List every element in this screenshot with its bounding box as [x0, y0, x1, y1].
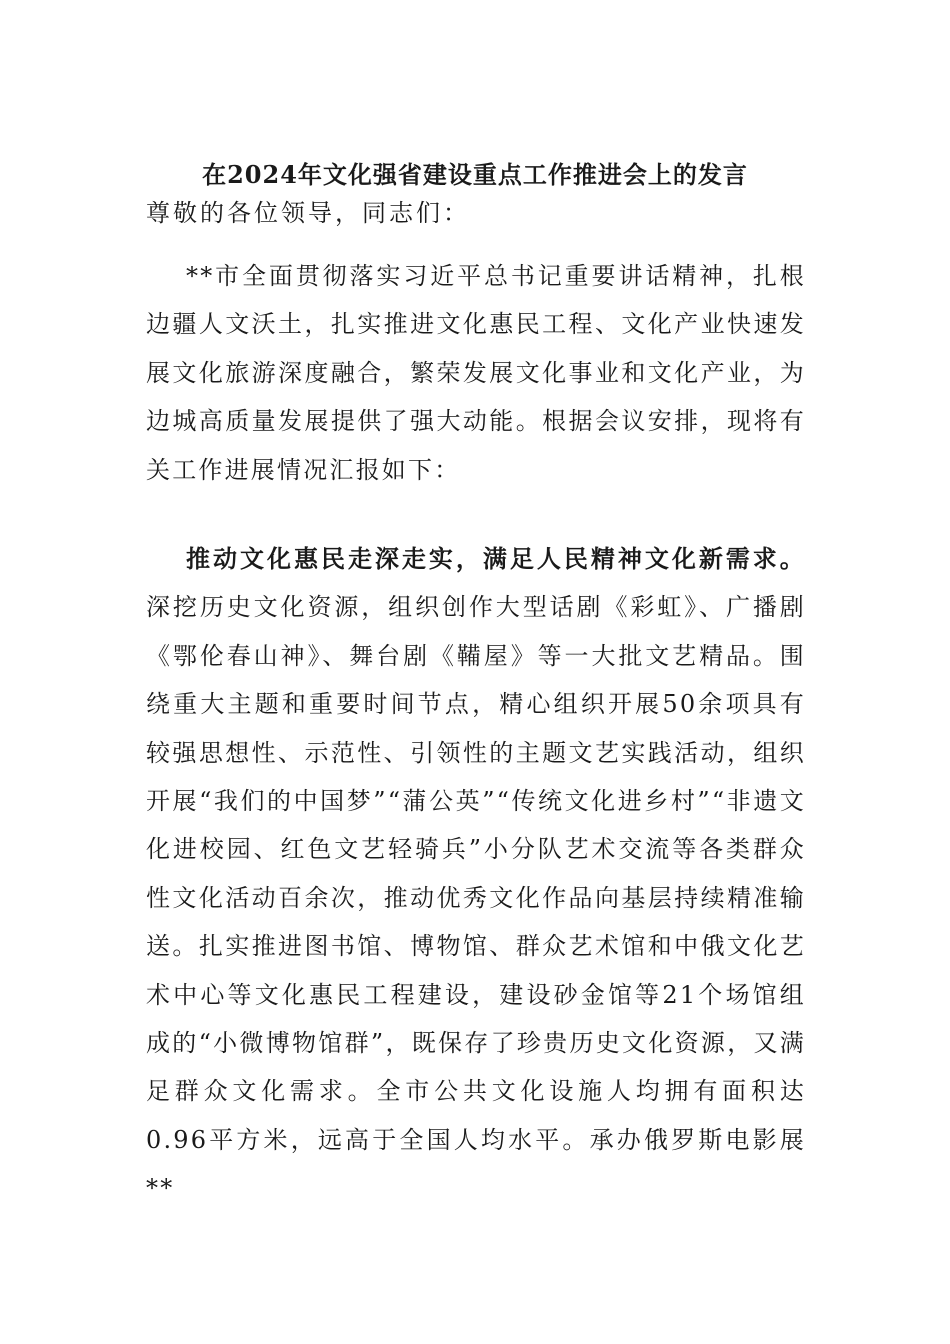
- document-title: 在2024年文化强省建设重点工作推进会上的发言: [202, 160, 748, 189]
- paragraph-section-1-text: 深挖历史文化资源，组织创作大型话剧《彩虹》、广播剧《鄂伦春山神》、舞台剧《鞴屋》等一大批文艺精品。围绕重大主题和重要时间节点，精心组织开展50余项具有较强思想性、示范性、引领性的主题文艺实践活动，组织开展“我们的中国梦”“蒲公英”“传统文化进乡村”“非遗文化进校园、红色文艺轻骑兵”小分队艺术交流等各类群众性文化活动百余次，推动优秀文化作品向基层持续精准输送。扎实推进图书馆、博物馆、群众艺术馆和中俄文化艺术中心等文化惠民工程建设，建设砂金馆等21个场馆组成的“小微博物馆群”，既保存了珍贵历史文化资源，又满足群众文化需求。全市公共文化设施人均拥有面积达0.96平方米，远高于全国人均水平。承办俄罗斯电影展**: [146, 593, 806, 1203]
- paragraph-intro: [146, 252, 806, 494]
- paragraph-intro-text: **市全面贯彻落实习近平总书记重要讲话精神，扎根边疆人文沃土，扎实推进文化惠民工程、文化产业快速发展文化旅游深度融合，繁荣发展文化事业和文化产业，为边城高质量发展提供了强大动能。根据会议安排，现将有关工作进展情况汇报如下：: [146, 262, 806, 484]
- paragraph-section-1: [146, 535, 806, 1213]
- salutation: 尊敬的各位领导，同志们：: [146, 199, 470, 227]
- section-heading: 推动文化惠民走深走实，满足人民精神文化新需求。: [186, 544, 806, 573]
